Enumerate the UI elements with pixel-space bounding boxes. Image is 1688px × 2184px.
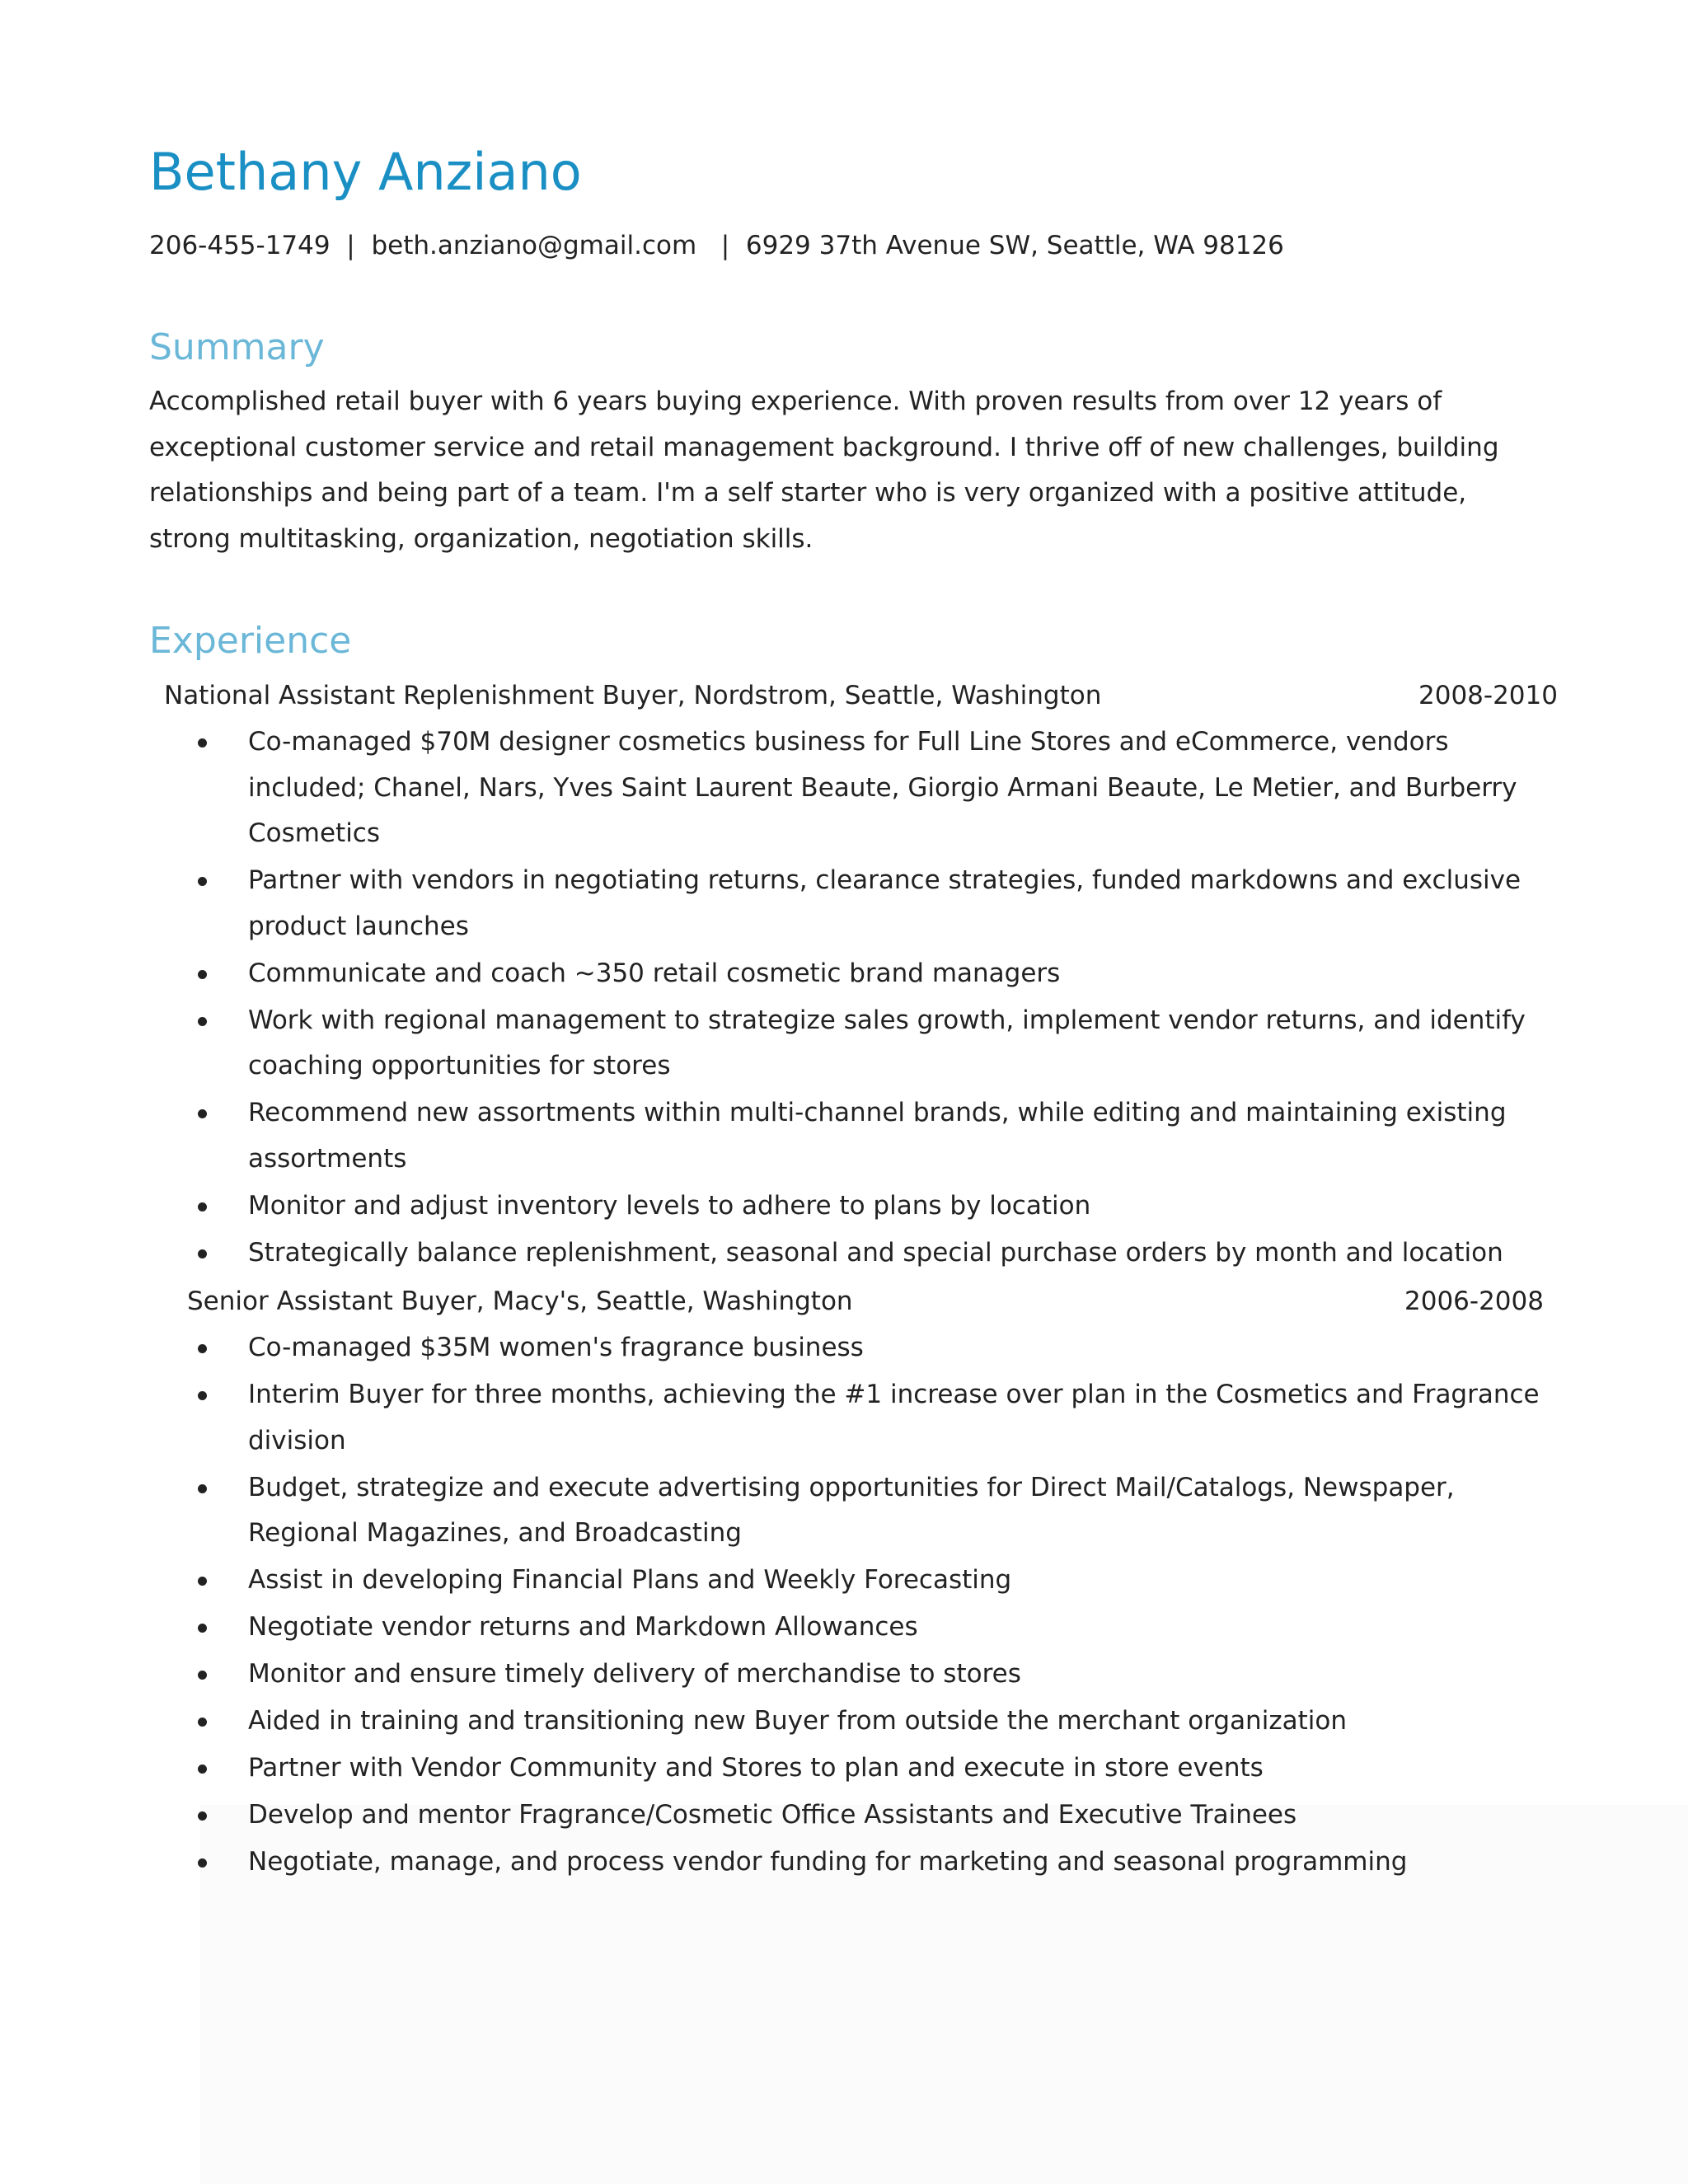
list-item bbox=[0, 719, 1550, 857]
bullet-text: Co-managed $70M designer cosmetics business for Full Line Stores and eCommerce, vendors included; Chanel, Nars, Yves Saint Laurent Beaute, Giorgio Armani Beaute, Le Metier, and Burberry Cosmetics bbox=[248, 727, 1517, 848]
bullet-text: Work with regional management to strategize sales growth, implement vendor returns, and identify coaching opportunities for stores bbox=[248, 1005, 1526, 1080]
bullet-icon bbox=[198, 1344, 207, 1353]
list-item bbox=[0, 1183, 1550, 1230]
job-dates-nordstrom: 2008-2010 bbox=[1418, 681, 1558, 710]
list-item bbox=[0, 1372, 1550, 1464]
bullet-text: Communicate and coach ~350 retail cosmetic brand managers bbox=[248, 958, 1061, 988]
job-bullets-macys bbox=[0, 1325, 1688, 1886]
bullet-text: Negotiate, manage, and process vendor funding for marketing and seasonal programming bbox=[248, 1847, 1408, 1877]
list-item bbox=[0, 1605, 1550, 1651]
bullet-icon bbox=[198, 970, 207, 979]
list-item bbox=[0, 1465, 1550, 1557]
job-title-macys: Senior Assistant Buyer, Macy's, Seattle, Washington bbox=[187, 1286, 853, 1316]
summary-heading: Summary bbox=[149, 326, 325, 368]
bullet-text: Negotiate vendor returns and Markdown Allowances bbox=[248, 1612, 918, 1642]
job-dates-macys: 2006-2008 bbox=[1404, 1286, 1544, 1316]
bullet-icon bbox=[198, 1484, 207, 1493]
bullet-text: Partner with vendors in negotiating returns, clearance strategies, funded markdowns and exclusive product launches bbox=[248, 865, 1522, 941]
contact-line: 206-455-1749 | beth.anziano@gmail.com | 6929 37th Avenue SW, Seattle, WA 98126 bbox=[149, 231, 1284, 260]
job-bullets-nordstrom bbox=[0, 719, 1688, 1277]
bullet-icon bbox=[198, 877, 207, 886]
list-item bbox=[0, 1230, 1550, 1277]
job-title-nordstrom: National Assistant Replenishment Buyer, Nordstrom, Seattle, Washington bbox=[164, 681, 1102, 710]
bullet-icon bbox=[198, 1577, 207, 1586]
bullet-icon bbox=[198, 1811, 207, 1821]
candidate-name: Bethany Anziano bbox=[149, 142, 582, 202]
list-item bbox=[0, 1652, 1550, 1698]
bullet-icon bbox=[198, 1017, 207, 1026]
list-item bbox=[0, 1840, 1550, 1886]
bullet-text: Budget, strategize and execute advertising opportunities for Direct Mail/Catalogs, Newspaper, Regional Magazines, and Broadcasting bbox=[248, 1472, 1455, 1548]
bullet-icon bbox=[198, 1391, 207, 1400]
list-item bbox=[0, 1325, 1550, 1371]
list-item bbox=[0, 858, 1550, 949]
bullet-text: Interim Buyer for three months, achieving the #1 increase over plan in the Cosmetics and Fragrance division bbox=[248, 1380, 1540, 1455]
bullet-text: Strategically balance replenishment, seasonal and special purchase orders by month and location bbox=[248, 1237, 1503, 1268]
list-item bbox=[0, 1746, 1550, 1792]
list-item bbox=[0, 1090, 1550, 1182]
list-item bbox=[0, 1793, 1550, 1839]
bullet-text: Assist in developing Financial Plans and Weekly Forecasting bbox=[248, 1565, 1012, 1595]
bullet-text: Co-managed $35M women's fragrance business bbox=[248, 1333, 864, 1362]
list-item bbox=[0, 1558, 1550, 1604]
summary-text: Accomplished retail buyer with 6 years buying experience. With proven results from over 12 years of exceptional customer service and retail management background. I thrive off of new challenges, building relationships and being part of a team. I'm a self starter who is very organized with a positive attitude, strong multitasking, organization, negotiation skills. bbox=[149, 387, 1499, 554]
bullet-icon bbox=[198, 1671, 207, 1680]
bullet-icon bbox=[198, 1765, 207, 1774]
bullet-text: Monitor and ensure timely delivery of merchandise to stores bbox=[248, 1659, 1021, 1689]
bullet-text: Monitor and adjust inventory levels to adhere to plans by location bbox=[248, 1190, 1091, 1221]
bullet-icon bbox=[198, 1202, 207, 1212]
list-item bbox=[0, 1699, 1550, 1745]
bullet-text: Develop and mentor Fragrance/Cosmetic Office Assistants and Executive Trainees bbox=[248, 1800, 1297, 1830]
bullet-text: Recommend new assortments within multi-channel brands, while editing and maintaining existing assortments bbox=[248, 1098, 1507, 1174]
bullet-icon bbox=[198, 1858, 207, 1868]
bullet-icon bbox=[198, 1249, 207, 1258]
bullet-icon bbox=[198, 1624, 207, 1633]
bullet-icon bbox=[198, 1718, 207, 1727]
experience-heading: Experience bbox=[149, 620, 352, 662]
list-item bbox=[0, 998, 1550, 1090]
bullet-text: Partner with Vendor Community and Stores to plan and execute in store events bbox=[248, 1753, 1264, 1783]
list-item bbox=[0, 951, 1550, 997]
bullet-text: Aided in training and transitioning new Buyer from outside the merchant organization bbox=[248, 1706, 1347, 1736]
bullet-icon bbox=[198, 738, 207, 748]
bullet-icon bbox=[198, 1109, 207, 1118]
